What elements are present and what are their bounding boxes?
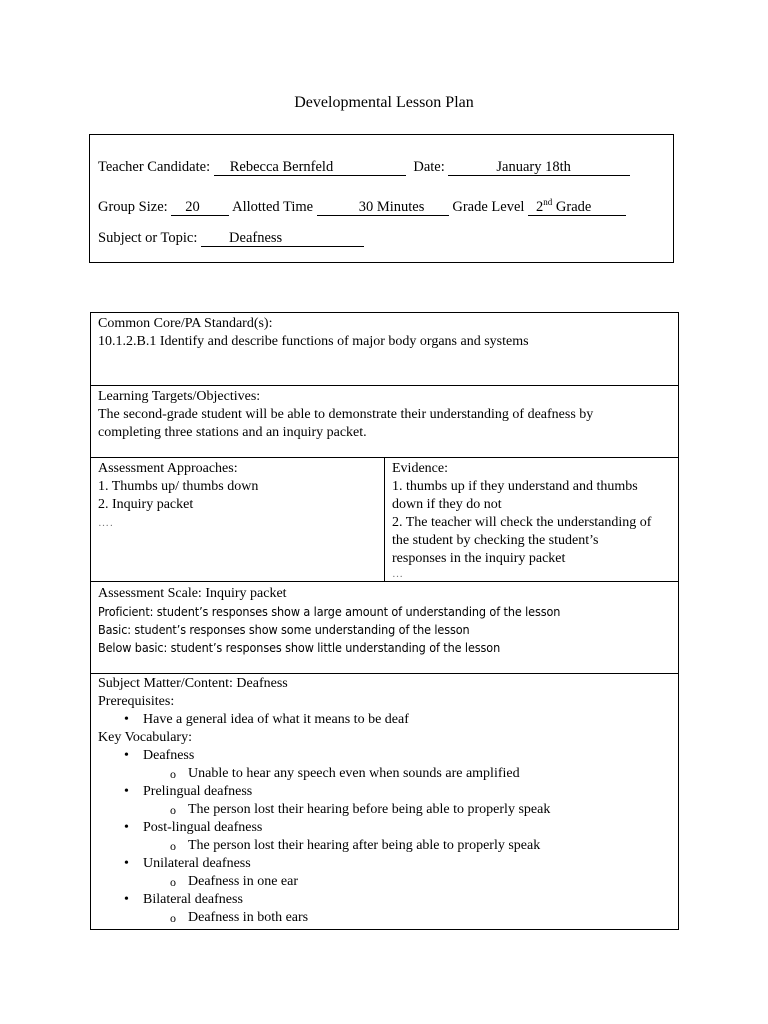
objectives-cell	[91, 386, 678, 444]
standards-cell	[91, 313, 678, 353]
evidence-line: down if they do not	[392, 497, 502, 512]
objectives-heading: Learning Targets/Objectives:	[98, 389, 261, 404]
subject-value: Deafness	[229, 230, 283, 246]
vocabulary-definition: o Deafness in one ear	[98, 873, 671, 891]
vocabulary-heading: Key Vocabulary:	[98, 730, 192, 745]
assessment-item-1: 1. Thumbs up/ thumbs down	[98, 479, 259, 494]
group-row	[98, 195, 626, 216]
time-value: 30 Minutes	[358, 198, 425, 215]
assessment-scale-cell	[91, 583, 678, 659]
group-label: Group Size:	[98, 198, 168, 215]
date-label: Date:	[413, 159, 445, 175]
teacher-value: Rebecca Bernfeld	[229, 159, 334, 175]
vocabulary-definition: o Deafness in both ears	[98, 909, 671, 927]
vocabulary-definition: o The person lost their hearing before being able to properly speak	[98, 801, 671, 819]
vocabulary-term: • Prelingual deafness	[98, 783, 671, 801]
teacher-label: Teacher Candidate:	[98, 159, 211, 175]
prerequisites-heading: Prerequisites:	[98, 694, 175, 709]
assessment-heading: Assessment Approaches:	[98, 461, 238, 476]
header-box	[89, 134, 674, 263]
vocabulary-term: • Deafness	[98, 747, 671, 765]
teacher-row	[98, 159, 630, 176]
grade-number: 2	[536, 198, 544, 215]
vocabulary-definition: o The person lost their hearing after being able to properly speak	[98, 837, 671, 855]
scale-below-basic: Below basic: student’s responses show little understanding of the lesson	[98, 640, 501, 655]
vocabulary-term: • Post-lingual deafness	[98, 819, 671, 837]
assessment-ellipsis: ….	[98, 517, 114, 529]
scale-heading: Assessment Scale: Inquiry packet	[98, 586, 287, 601]
lesson-table	[90, 312, 679, 930]
standards-heading: Common Core/PA Standard(s):	[98, 316, 273, 331]
time-label: Allotted Time	[232, 198, 314, 215]
assessment-approaches-cell	[91, 458, 385, 534]
content-cell	[91, 673, 678, 929]
group-value: 20	[185, 198, 200, 215]
prerequisite-item: • Have a general idea of what it means to be deaf	[98, 711, 671, 729]
evidence-line: 2. The teacher will check the understanding of	[392, 515, 652, 530]
standards-text: 10.1.2.B.1 Identify and describe functions of major body organs and systems	[98, 334, 529, 349]
evidence-cell	[385, 458, 678, 582]
page-title: Developmental Lesson Plan	[294, 94, 474, 111]
subject-label: Subject or Topic:	[98, 230, 198, 246]
grade-word: Grade	[555, 198, 592, 215]
divider	[91, 581, 678, 582]
grade-field	[528, 195, 626, 216]
objectives-line-1: The second-grade student will be able to demonstrate their understanding of deafness by	[98, 407, 594, 422]
date-field	[448, 160, 630, 176]
content-heading: Subject Matter/Content: Deafness	[98, 676, 288, 691]
vocabulary-definition: o Unable to hear any speech even when sounds are amplified	[98, 765, 671, 783]
evidence-line: 1. thumbs up if they understand and thumbs	[392, 479, 638, 494]
grade-label: Grade Level	[452, 198, 525, 215]
scale-basic: Basic: student’s responses show some understanding of the lesson	[98, 622, 470, 637]
evidence-line: responses in the inquiry packet	[392, 551, 566, 566]
evidence-ellipsis: …	[392, 568, 404, 580]
teacher-field	[214, 160, 406, 176]
evidence-line: the student by checking the student’s	[392, 533, 599, 548]
group-field	[171, 200, 229, 216]
time-field	[317, 200, 449, 216]
vocabulary-term: • Unilateral deafness	[98, 855, 671, 873]
grade-suffix: nd	[543, 197, 553, 207]
subject-field	[201, 231, 364, 247]
scale-proficient: Proficient: student’s responses show a large amount of understanding of the lesson	[98, 604, 561, 619]
subject-row	[98, 230, 364, 247]
vocabulary-term: • Bilateral deafness	[98, 891, 671, 909]
evidence-heading: Evidence:	[392, 461, 448, 476]
date-value: January 18th	[496, 159, 571, 175]
objectives-line-2: completing three stations and an inquiry packet.	[98, 425, 367, 440]
assessment-item-2: 2. Inquiry packet	[98, 497, 194, 512]
